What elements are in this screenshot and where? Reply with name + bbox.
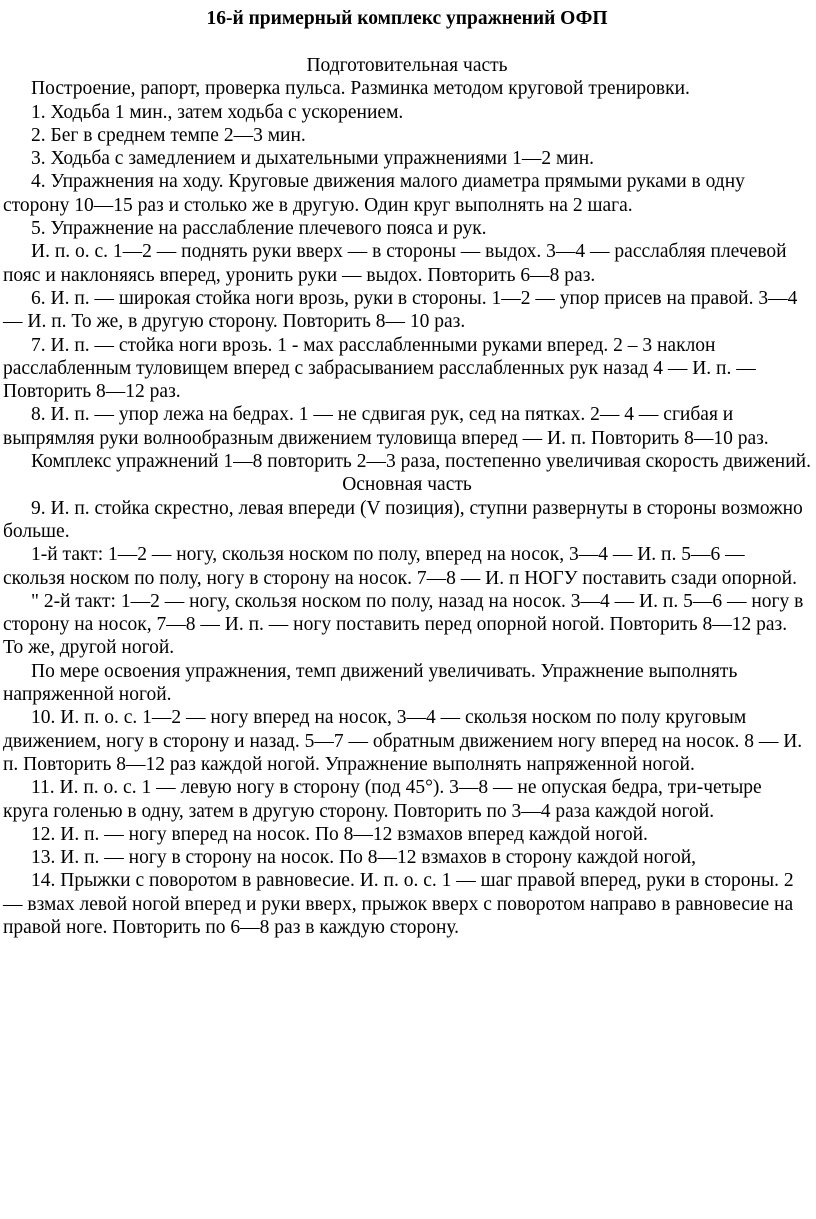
paragraph: 14. Прыжки с поворотом в равновесие. И. п. о. с. 1 — шаг правой вперед, руки в стороны. 2 — взмах левой ногой вперед и руки вверх, прыжок вверх с поворотом направо в равновесие на правой ноге. Повторить по 6—8 раз в каждую сторону.	[3, 870, 794, 938]
section-heading: Подготовительная часть	[306, 55, 508, 76]
paragraph: 2. Бег в среднем темпе 2—3 мин.	[31, 124, 306, 146]
paragraph: 5. Упражнение на расслабление плечевого пояса и рук.	[31, 218, 487, 240]
section-preparatory	[3, 54, 811, 473]
document-page	[3, 0, 811, 939]
paragraph: 11. И. п. о. с. 1 — левую ногу в сторону (под 45°). 3—8 — не опуская бедра, три-четыре круга голенью в одну, затем в другую сторону. Повторить по 3—4 раза каждой ногой.	[3, 777, 762, 822]
paragraph: По мере освоения упражнения, темп движений увеличивать. Упражнение выполнять напряженной ногой.	[3, 660, 738, 706]
paragraph: И. п. о. с. 1—2 — поднять руки вверх — в стороны — выдох. 3—4 — расслабляя плечевой пояс и наклоняясь вперед, уронить руки — выдох. Повторить 6—8 раз.	[3, 241, 787, 286]
paragraph: 9. И. п. стойка скрестно, левая впереди (V позиция), ступни развернуты в стороны возможно больше.	[3, 497, 803, 542]
paragraph: 3. Ходьба с замедлением и дыхательными упражнениями 1—2 мин.	[31, 148, 595, 170]
paragraph: " 2-й такт: 1—2 — ногу, скользя носком по полу, назад на носок. 3—4 — И. п. 5—6 — ногу в сторону на носок, 7—8 — И. п. — ногу поставить перед опорной ногой. Повторить 8—12 раз. То же, другой ногой.	[3, 590, 804, 659]
paragraph: 10. И. п. о. с. 1—2 — ногу вперед на носок, 3—4 — скользя носком по полу круговым движением, ногу в сторону и назад. 5—7 — обратным движением ногу вперед на носок. 8 — И. п. Повторить 8—12 раз каждой ногой. Упражнение выполнять напряженной ногой.	[3, 707, 803, 775]
paragraph: 4. Упражнения на ходу. Круговые движения малого диаметра прямыми руками в одну сторону 10—15 раз и столько же в другую. Один круг выполнять на 2 шага.	[3, 171, 745, 216]
paragraph: 1-й такт: 1—2 — ногу, скользя носком по полу, вперед на носок, 3—4 — И. п. 5—6 — скользя носком по полу, ногу в сторону на носок. 7—8 — И. п НОГУ поставить сзади опорной.	[3, 544, 797, 589]
document-title: 16-й примерный комплекс упражнений ОФП	[206, 8, 608, 29]
paragraph: Построение, рапорт, проверка пульса. Разминка методом круговой тренировки.	[31, 78, 690, 100]
paragraph: Комплекс упражнений 1—8 повторить 2—3 раза, постепенно увеличивая скорость движений.	[31, 451, 811, 473]
paragraph: 6. И. п. — широкая стойка ноги врозь, руки в стороны. 1—2 — упор присев на правой. 3—4 — И. п. То же, в другую сторону. Повторить 8— 10 раз.	[3, 287, 798, 333]
paragraph: 7. И. п. — стойка ноги врозь. 1 - мах расслабленными руками вперед. 2 – 3 наклон расслабленным туловищем вперед с забрасыванием расслабленных рук назад 4 — И. п. — Повторить 8—12 раз.	[3, 334, 756, 403]
paragraph: 13. И. п. — ногу в сторону на носок. По 8—12 взмахов в сторону каждой ногой,	[31, 847, 697, 869]
section-main	[3, 473, 811, 939]
title-spacer	[3, 30, 811, 54]
paragraph: 8. И. п. — упор лежа на бедрах. 1 — не сдвигая рук, сед на пятках. 2— 4 — сгибая и выпрямляя руки волнообразным движением туловища вперед — И. п. Повторить 8—10 раз.	[3, 404, 769, 449]
paragraph: 12. И. п. — ногу вперед на носок. По 8—12 взмахов вперед каждой ногой.	[31, 823, 648, 845]
paragraph: 1. Ходьба 1 мин., затем ходьба с ускорением.	[31, 101, 404, 123]
section-heading: Основная часть	[342, 474, 472, 496]
